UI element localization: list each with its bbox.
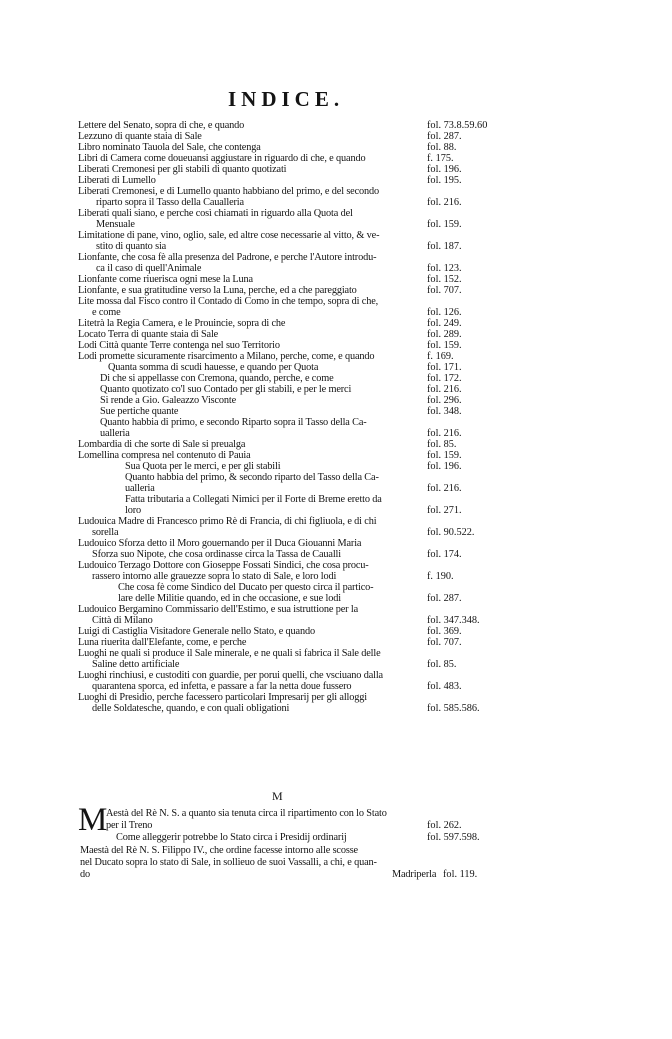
folio-reference: fol. 159. [427, 219, 462, 230]
folio-reference: fol. 216. [427, 384, 462, 395]
index-entry-line: Limitatione di pane, vino, oglio, sale, ed altre cose necessarie al vitto, & ve- [78, 230, 380, 241]
index-entry-line: Saline detto artificiale [92, 659, 180, 670]
index-entry-line: lare delle Militie quando, ed in che occasione, e sue lodi [118, 593, 341, 604]
folio-reference: fol. 85. [427, 439, 457, 450]
index-entry-line: Luoghi rinchiusi, e custoditi con guardie, per porui quelli, che vsciuano dalla [78, 670, 383, 681]
index-entry-line: stito di quanto sia [96, 241, 167, 252]
folio-reference: fol. 707. [427, 285, 462, 296]
index-entry-line: Lodi Città quante Terre contenga nel suo Territorio [78, 340, 280, 351]
index-entry-line: Ludouica Madre di Francesco primo Rè di Francia, di chi figliuola, e di chi [78, 516, 377, 527]
folio-reference: fol. 152. [427, 274, 462, 285]
folio-reference: f. 169. [427, 351, 454, 362]
index-entry-line: rassero intorno alle grauezze sopra lo stato di Sale, e loro lodi [92, 571, 337, 582]
index-entry-line: Lombardia di che sorte di Sale si preualga [78, 439, 246, 450]
folio-reference: fol. 196. [427, 164, 462, 175]
index-entry-line: Sforza suo Nipote, che cosa ordinasse circa la Tassa de Caualli [92, 549, 341, 560]
index-entry-line: Luna riuerita dall'Elefante, come, e perche [78, 637, 247, 648]
index-entry-line: Maestà del Rè N. S. Filippo IV., che ordine facesse intorno alle scosse [80, 845, 358, 856]
index-entry-line: Si rende a Gio. Galeazzo Visconte [100, 395, 237, 406]
folio-reference: fol. 348. [427, 406, 462, 417]
index-entry-line: Lionfante, e sua gratitudine verso la Luna, perche, ed a che pareggiato [78, 285, 357, 296]
index-entry-line: sorella [92, 527, 119, 538]
index-entry-line: Quanto quotizato co'l suo Contado per gli stabili, e per le merci [100, 384, 352, 395]
index-entry-line: loro [125, 505, 141, 516]
page-title: INDICE. [228, 87, 345, 111]
folio-reference: fol. 216. [427, 197, 462, 208]
index-entry-line: Lionfante, che cosa fè alla presenza del Padrone, e perche l'Autore introdu- [78, 252, 377, 263]
folio-reference: fol. 123. [427, 263, 462, 274]
folio-reference: fol. 271. [427, 505, 462, 516]
folio-reference: fol. 187. [427, 241, 462, 252]
drop-cap: M [78, 802, 108, 838]
index-entry-line: Sue pertiche quante [100, 406, 179, 417]
index-entry-line: Liberati di Lumello [78, 175, 156, 186]
index-entry-line: Quanto habbia del primo, & secondo riparto del Tasso della Ca- [125, 472, 379, 483]
index-entry-line: do [80, 869, 90, 880]
folio-reference: fol. 262. [427, 820, 462, 831]
folio-reference: fol. 287. [427, 593, 462, 604]
index-entry-line: Lionfante come riuerisca ogni mese la Luna [78, 274, 253, 285]
folio-reference: fol. 172. [427, 373, 462, 384]
folio-reference: fol. 597.598. [427, 832, 480, 843]
folio-reference: fol. 216. [427, 428, 462, 439]
index-entry-line: delle Soldatesche, quando, e con quali obligationi [92, 703, 290, 714]
index-entry-line: Libri di Camera come doueuansi aggiustare in riguardo di che, e quando [78, 153, 366, 164]
folio-reference: fol. 119. [443, 869, 478, 880]
folio-reference: fol. 296. [427, 395, 462, 406]
index-entry-line: quarantena sporca, ed infetta, e passare a far la netta doue fussero [92, 681, 352, 692]
index-entry-line: Lite mossa dal Fisco contro il Contado di Como in che tempo, sopra di che, [78, 296, 379, 307]
folio-reference: fol. 88. [427, 142, 457, 153]
index-entry-line: Lettere del Senato, sopra di che, e quando [78, 120, 245, 131]
folio-reference: fol. 287. [427, 131, 462, 142]
index-entry-line: Lezzuno di quante staia di Sale [78, 131, 202, 142]
index-entry-line: ca il caso di quell'Animale [96, 263, 202, 274]
index-entry-line: Mensuale [96, 219, 135, 230]
folio-reference: fol. 73.8.59.60 [427, 120, 488, 131]
folio-reference: fol. 171. [427, 362, 462, 373]
folio-reference: fol. 126. [427, 307, 462, 318]
folio-reference: fol. 289. [427, 329, 462, 340]
index-entry-line: Libro nominato Tauola del Sale, che contenga [78, 142, 261, 153]
index-entry-line: Quanto habbia di primo, e secondo Riparto sopra il Tasso della Ca- [100, 417, 367, 428]
index-entry-line: Ludouico Terzago Dottore con Gioseppe Fossati Sindici, che cosa procu- [78, 560, 369, 571]
folio-reference: fol. 369. [427, 626, 462, 637]
folio-reference: fol. 196. [427, 461, 462, 472]
index-entry-line: Litetrà la Regia Camera, e le Prouincie, sopra di che [78, 318, 286, 329]
index-entry-line: ualleria [125, 483, 155, 494]
index-entry-line: Lomellina compresa nel contenuto di Pauia [78, 450, 251, 461]
index-entry-line: nel Ducato sopra lo stato di Sale, in sollieuo de suoi Vassalli, a chi, e quan- [80, 857, 377, 868]
folio-reference: f. 190. [427, 571, 454, 582]
index-entry-line: Liberati quali siano, e perche così chiamati in riguardo alla Quota del [78, 208, 353, 219]
index-entry-line: Come alleggerir potrebbe lo Stato circa i Presidij ordinarij [116, 832, 347, 843]
index-entry-line: riparto sopra il Tasso della Caualleria [96, 197, 244, 208]
index-entry-line: Liberati Cremonesi, e di Lumello quanto habbiano del primo, e del secondo [78, 186, 380, 197]
index-entry-line: Luigi di Castiglia Visitadore Generale nello Stato, e quando [78, 626, 315, 637]
index-entry-line: e come [92, 307, 121, 318]
index-entry-line: Ludouico Bergamino Commissario dell'Estimo, e sua istruttione per la [78, 604, 359, 615]
folio-reference: fol. 90.522. [427, 527, 475, 538]
folio-reference: fol. 585.586. [427, 703, 480, 714]
index-entry-line: Ludouico Sforza detto il Moro gouernando per il Duca Giouanni Maria [78, 538, 362, 549]
folio-reference: fol. 347.348. [427, 615, 480, 626]
index-entry-line: Quanta somma di scudi hauesse, e quando per Quota [108, 362, 319, 373]
index-entry-line: Città di Milano [92, 615, 153, 626]
index-entry-line: Di che si appellasse con Cremona, quando, perche, e come [100, 373, 334, 384]
index-entry-line: Luoghi di Presidio, perche facessero particolari Impresarij per gli alloggi [78, 692, 367, 703]
folio-reference: fol. 195. [427, 175, 462, 186]
folio-reference: f. 175. [427, 153, 454, 164]
index-entry-line: Madriperla [392, 869, 437, 880]
index-entry-line: Liberati Cremonesi per gli stabili di quanto quotizati [78, 164, 287, 175]
folio-reference: fol. 85. [427, 659, 457, 670]
index-entry-line: Luoghi ne quali si produce il Sale minerale, e ne quali si fabrica il Sale delle [78, 648, 381, 659]
index-entry-line: Sua Quota per le merci, e per gli stabili [125, 461, 281, 472]
index-entry-line: ualleria [100, 428, 130, 439]
folio-reference: fol. 174. [427, 549, 462, 560]
folio-reference: fol. 216. [427, 483, 462, 494]
folio-reference: fol. 707. [427, 637, 462, 648]
folio-reference: fol. 159. [427, 340, 462, 351]
index-entry-line: per il Treno [106, 820, 153, 831]
index-entry-line: Lodi promette sicuramente risarcimento a Milano, perche, come, e quando [78, 351, 375, 362]
folio-reference: fol. 483. [427, 681, 462, 692]
index-entry-line: Che cosa fè come Sindico del Ducato per questo circa il partico- [118, 582, 374, 593]
index-entry-line: Fatta tributaria a Collegati Nimici per il Forte di Breme eretto da [125, 494, 382, 505]
folio-reference: fol. 249. [427, 318, 462, 329]
folio-reference: fol. 159. [427, 450, 462, 461]
index-entry-line: Aestà del Rè N. S. a quanto sia tenuta circa il ripartimento con lo Stato [106, 808, 387, 819]
section-letter: M [272, 789, 283, 803]
index-entry-line: Locato Terra di quante staia di Sale [78, 329, 219, 340]
